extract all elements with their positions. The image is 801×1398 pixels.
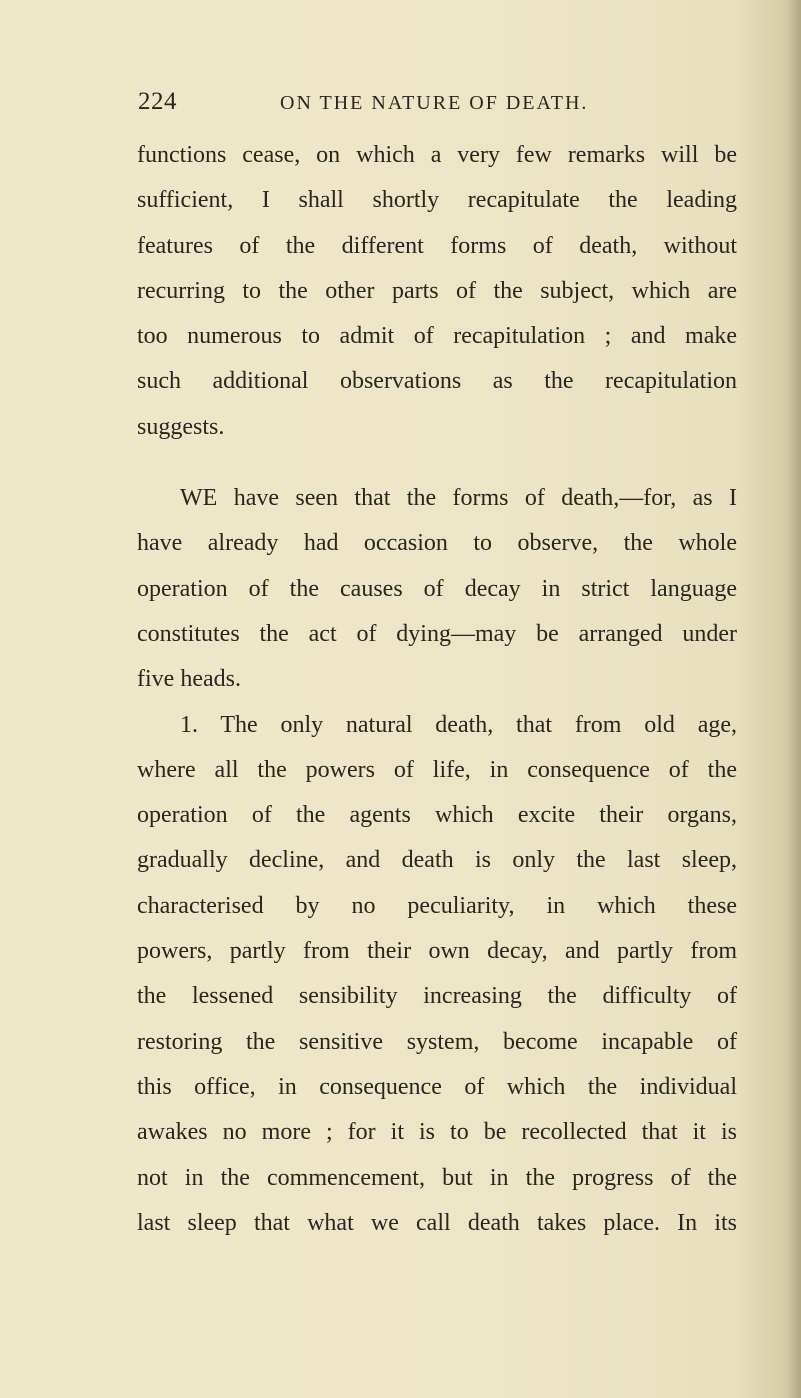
text-line: too numerous to admit of recapitulation ; and make	[137, 323, 737, 350]
text-line: features of the different forms of death, without	[137, 232, 737, 259]
page-number: 224	[138, 88, 177, 115]
text-line: WE have seen that the forms of death,—for, as I	[180, 485, 737, 512]
text-line: the lessened sensibility increasing the difficulty of	[137, 983, 737, 1010]
text-line: such additional observations as the recapitulation	[137, 368, 737, 395]
text-line: sufficient, I shall shortly recapitulate the leading	[137, 187, 737, 214]
paragraph	[137, 133, 737, 450]
text-line: operation of the agents which excite their organs,	[137, 802, 737, 829]
text-line: awakes no more ; for it is to be recollected that it is	[137, 1119, 737, 1146]
text-line: five heads.	[137, 666, 241, 693]
text-line: have already had occasion to observe, the whole	[137, 530, 737, 557]
text-line: powers, partly from their own decay, and partly from	[137, 938, 737, 965]
text-line: last sleep that what we call death takes place. In its	[137, 1209, 737, 1236]
text-line: constitutes the act of dying—may be arranged under	[137, 620, 737, 647]
text-line: 1. The only natural death, that from old age,	[180, 711, 737, 738]
page-header	[138, 88, 658, 118]
text-line: not in the commencement, but in the progress of the	[137, 1164, 737, 1191]
text-line: functions cease, on which a very few remarks will be	[137, 142, 737, 168]
text-line: this office, in consequence of which the individual	[137, 1073, 737, 1100]
paragraph-gap	[137, 450, 737, 476]
page-edge-shadow	[787, 0, 801, 1398]
text-line: operation of the causes of decay in strict language	[137, 575, 737, 602]
text-line: gradually decline, and death is only the last sleep,	[137, 847, 737, 874]
text-line: restoring the sensitive system, become incapable of	[137, 1028, 737, 1055]
text-line: recurring to the other parts of the subject, which are	[137, 277, 737, 304]
text-line: suggests.	[137, 413, 225, 440]
body-text	[137, 133, 737, 1246]
paragraph	[137, 703, 737, 1247]
text-line: where all the powers of life, in consequence of the	[137, 756, 737, 783]
text-line: characterised by no peculiarity, in which these	[137, 892, 737, 919]
paragraph	[137, 476, 737, 702]
running-head: ON THE NATURE OF DEATH.	[280, 92, 589, 114]
